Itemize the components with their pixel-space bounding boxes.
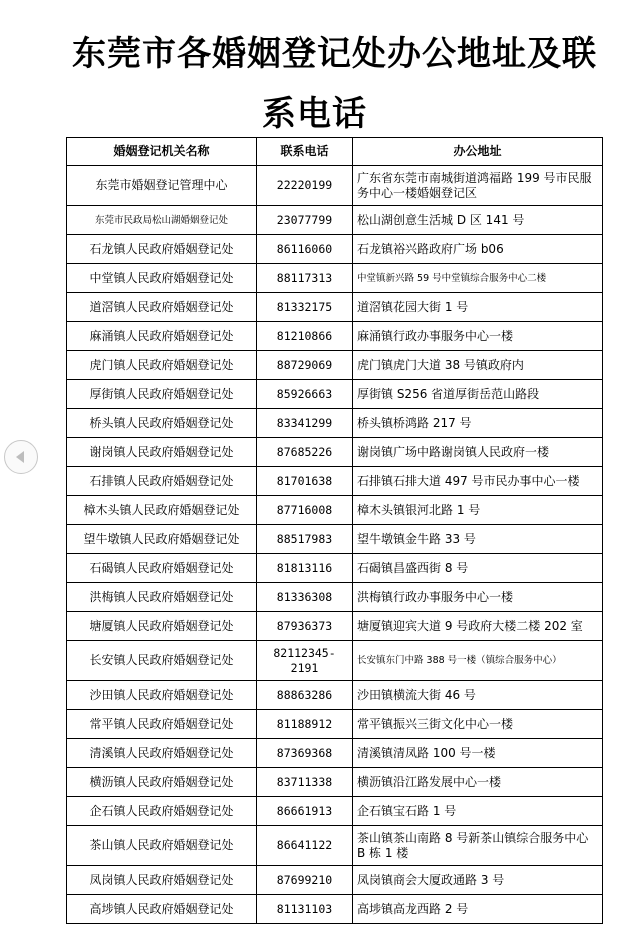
address-cell: 中堂镇新兴路 59 号中堂镇综合服务中心二楼: [353, 264, 603, 293]
office-name-cell: 樟木头镇人民政府婚姻登记处: [67, 496, 257, 525]
table-row: [67, 206, 603, 235]
table-row: [67, 166, 603, 206]
office-name-cell: 石排镇人民政府婚姻登记处: [67, 467, 257, 496]
phone-cell: 22220199: [257, 166, 353, 206]
office-name-cell: 高埗镇人民政府婚姻登记处: [67, 895, 257, 924]
address-cell: 凤岗镇商会大厦政通路 3 号: [353, 866, 603, 895]
phone-cell: 85926663: [257, 380, 353, 409]
address-cell: 塘厦镇迎宾大道 9 号政府大楼二楼 202 室: [353, 612, 603, 641]
office-name-cell: 中堂镇人民政府婚姻登记处: [67, 264, 257, 293]
table-header-row: [67, 138, 603, 166]
table-row: [67, 322, 603, 351]
office-name-cell: 塘厦镇人民政府婚姻登记处: [67, 612, 257, 641]
phone-cell: 88117313: [257, 264, 353, 293]
phone-cell: 86641122: [257, 826, 353, 866]
table-row: [67, 380, 603, 409]
office-name-cell: 谢岗镇人民政府婚姻登记处: [67, 438, 257, 467]
office-name-cell: 常平镇人民政府婚姻登记处: [67, 710, 257, 739]
phone-cell: 81332175: [257, 293, 353, 322]
address-cell: 洪梅镇行政办事服务中心一楼: [353, 583, 603, 612]
office-name-cell: 洪梅镇人民政府婚姻登记处: [67, 583, 257, 612]
address-cell: 麻涌镇行政办事服务中心一楼: [353, 322, 603, 351]
phone-cell: 87716008: [257, 496, 353, 525]
phone-cell: 81210866: [257, 322, 353, 351]
phone-cell: 81188912: [257, 710, 353, 739]
phone-cell: 88729069: [257, 351, 353, 380]
phone-cell: 87369368: [257, 739, 353, 768]
table-row: [67, 895, 603, 924]
phone-cell: 88863286: [257, 681, 353, 710]
table-row: [67, 710, 603, 739]
address-cell: 厚街镇 S256 省道厚街岳范山路段: [353, 380, 603, 409]
address-cell: 茶山镇茶山南路 8 号新茶山镇综合服务中心 B 栋 1 楼: [353, 826, 603, 866]
table-row: [67, 264, 603, 293]
header-office-name: 婚姻登记机关名称: [67, 138, 257, 166]
address-cell: 松山湖创意生活城 D 区 141 号: [353, 206, 603, 235]
office-name-cell: 茶山镇人民政府婚姻登记处: [67, 826, 257, 866]
table-row: [67, 525, 603, 554]
office-name-cell: 厚街镇人民政府婚姻登记处: [67, 380, 257, 409]
office-name-cell: 石龙镇人民政府婚姻登记处: [67, 235, 257, 264]
address-cell: 道滘镇花园大街 1 号: [353, 293, 603, 322]
phone-cell: 86116060: [257, 235, 353, 264]
phone-cell: 83711338: [257, 768, 353, 797]
table-row: [67, 612, 603, 641]
phone-cell: 81813116: [257, 554, 353, 583]
table-row: [67, 351, 603, 380]
table-row: [67, 496, 603, 525]
address-cell: 清溪镇清凤路 100 号一楼: [353, 739, 603, 768]
phone-cell: 81131103: [257, 895, 353, 924]
address-cell: 企石镇宝石路 1 号: [353, 797, 603, 826]
table-row: [67, 826, 603, 866]
table-row: [67, 467, 603, 496]
office-name-cell: 横沥镇人民政府婚姻登记处: [67, 768, 257, 797]
office-name-cell: 石碣镇人民政府婚姻登记处: [67, 554, 257, 583]
address-cell: 广东省东莞市南城街道鸿福路 199 号市民服务中心一楼婚姻登记区: [353, 166, 603, 206]
address-cell: 望牛墩镇金牛路 33 号: [353, 525, 603, 554]
office-name-cell: 凤岗镇人民政府婚姻登记处: [67, 866, 257, 895]
address-cell: 沙田镇横流大街 46 号: [353, 681, 603, 710]
address-cell: 谢岗镇广场中路谢岗镇人民政府一楼: [353, 438, 603, 467]
phone-cell: 87685226: [257, 438, 353, 467]
address-cell: 石龙镇裕兴路政府广场 b06: [353, 235, 603, 264]
phone-cell: 83341299: [257, 409, 353, 438]
table-row: [67, 409, 603, 438]
table-row: [67, 235, 603, 264]
address-cell: 长安镇东门中路 388 号一楼（镇综合服务中心）: [353, 641, 603, 681]
table-row: [67, 768, 603, 797]
address-cell: 石碣镇昌盛西街 8 号: [353, 554, 603, 583]
previous-page-arrow-icon[interactable]: [4, 440, 38, 474]
phone-cell: 87936373: [257, 612, 353, 641]
page-title: 东莞市各婚姻登记处办公地址及联: [72, 34, 597, 74]
table-row: [67, 554, 603, 583]
table-row: [67, 293, 603, 322]
phone-cell: 82112345-2191: [257, 641, 353, 681]
table-row: [67, 797, 603, 826]
office-name-cell: 道滘镇人民政府婚姻登记处: [67, 293, 257, 322]
office-name-cell: 沙田镇人民政府婚姻登记处: [67, 681, 257, 710]
header-address: 办公地址: [353, 138, 603, 166]
address-cell: 高埗镇高龙西路 2 号: [353, 895, 603, 924]
office-name-cell: 企石镇人民政府婚姻登记处: [67, 797, 257, 826]
office-name-cell: 东莞市民政局松山湖婚姻登记处: [67, 206, 257, 235]
phone-cell: 87699210: [257, 866, 353, 895]
office-name-cell: 清溪镇人民政府婚姻登记处: [67, 739, 257, 768]
page-title-continued: 系电话: [262, 94, 367, 134]
table-row: [67, 866, 603, 895]
office-name-cell: 麻涌镇人民政府婚姻登记处: [67, 322, 257, 351]
address-cell: 石排镇石排大道 497 号市民办事中心一楼: [353, 467, 603, 496]
phone-cell: 88517983: [257, 525, 353, 554]
address-cell: 桥头镇桥鸿路 217 号: [353, 409, 603, 438]
address-cell: 横沥镇沿江路发展中心一楼: [353, 768, 603, 797]
office-name-cell: 桥头镇人民政府婚姻登记处: [67, 409, 257, 438]
phone-cell: 86661913: [257, 797, 353, 826]
table-row: [67, 583, 603, 612]
table-row: [67, 641, 603, 681]
address-cell: 虎门镇虎门大道 38 号镇政府内: [353, 351, 603, 380]
table-row: [67, 681, 603, 710]
office-name-cell: 长安镇人民政府婚姻登记处: [67, 641, 257, 681]
registry-table: [66, 137, 603, 924]
office-name-cell: 望牛墩镇人民政府婚姻登记处: [67, 525, 257, 554]
header-phone: 联系电话: [257, 138, 353, 166]
address-cell: 常平镇振兴三街文化中心一楼: [353, 710, 603, 739]
phone-cell: 81701638: [257, 467, 353, 496]
phone-cell: 81336308: [257, 583, 353, 612]
address-cell: 樟木头镇银河北路 1 号: [353, 496, 603, 525]
table-row: [67, 438, 603, 467]
office-name-cell: 东莞市婚姻登记管理中心: [67, 166, 257, 206]
table-row: [67, 739, 603, 768]
phone-cell: 23077799: [257, 206, 353, 235]
office-name-cell: 虎门镇人民政府婚姻登记处: [67, 351, 257, 380]
